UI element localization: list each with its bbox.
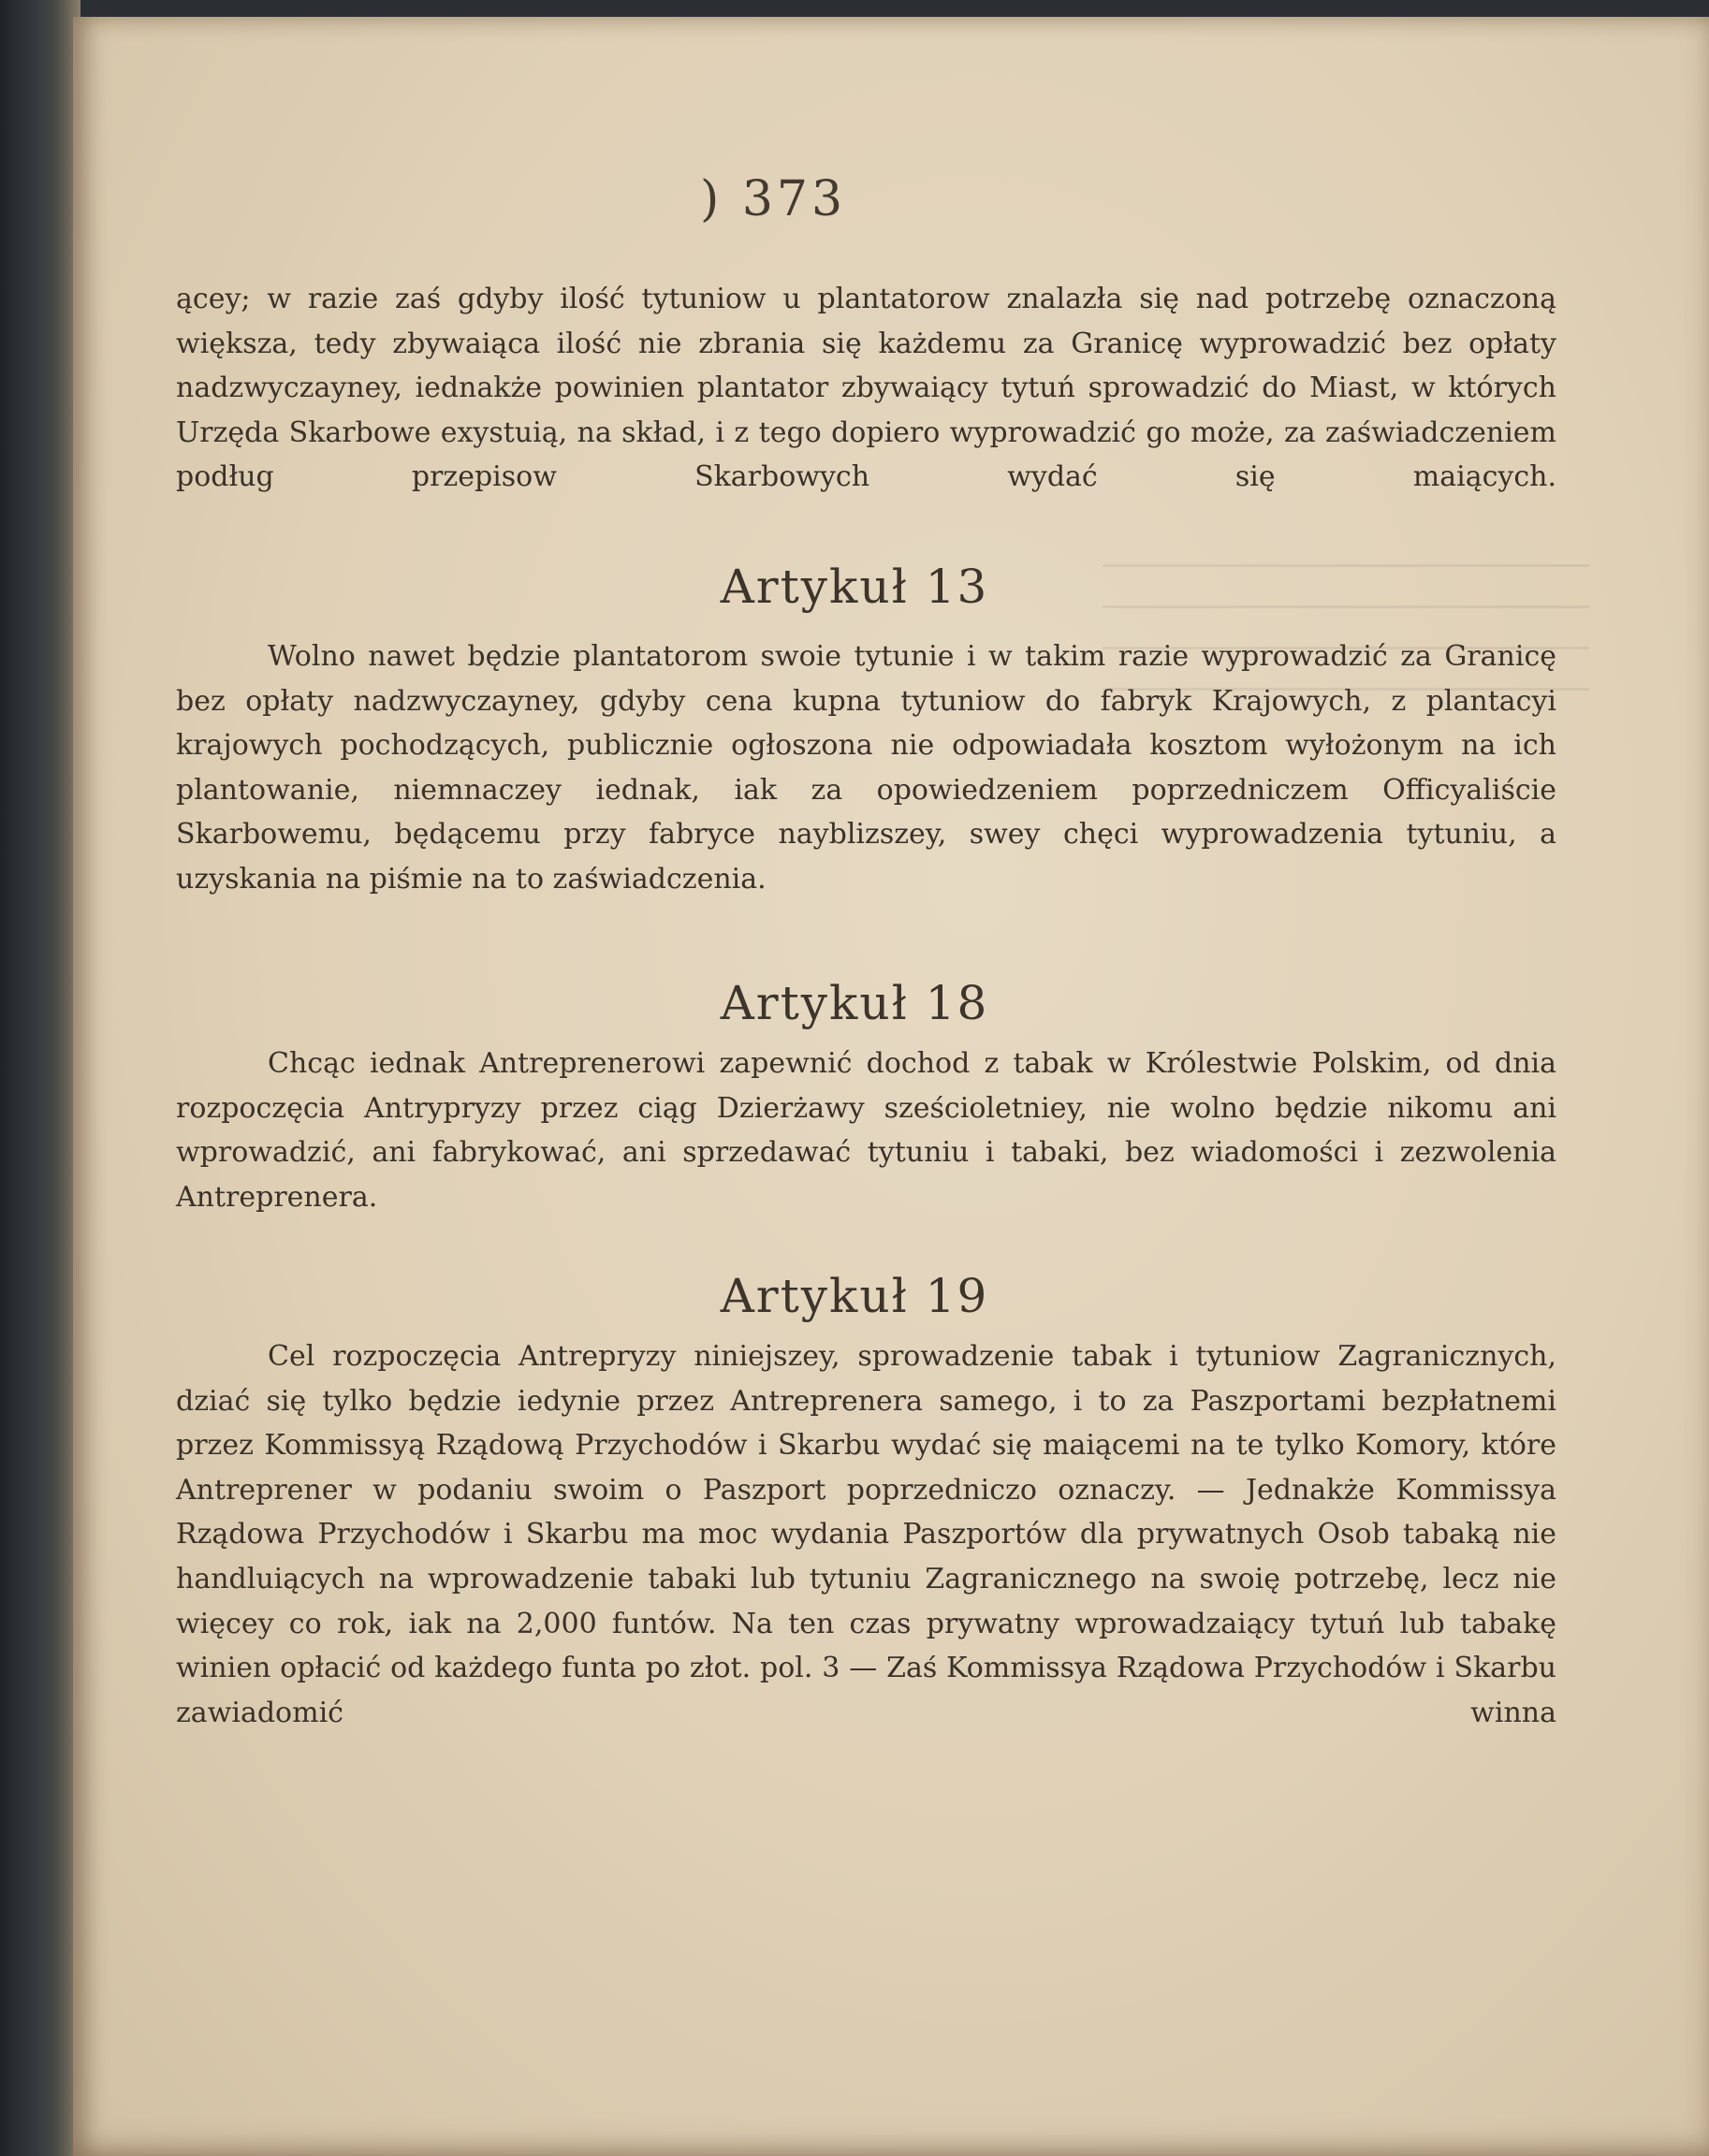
paragraph-artykul-13: Wolno nawet będzie plantatorom swoie tytunie i w takim razie wyprowadzić za Granicę bez opłaty nadzwyczayney, gdyby cena kupna tytuniow do fabryk Krajowych, z plantacyi krajowych pochodzących, publicznie ogłoszona nie odpowiadała kosztom wyłożonym na ich plantowanie, niemnaczey iednak, iak za opowiedzeniem poprzedniczem Officyaliście Skarbowemu, będącemu przy fabryce nayblizszey, swey chęci wyprowadzenia tytuniu, a uzyskania na piśmie na to zaświadczenia. (176, 640, 1556, 896)
paragraph-artykul-19: Cel rozpoczęcia Antrepryzy niniejszey, sprowadzenie tabak i tytuniow Zagranicznych, dziać się tylko będzie iedynie przez Antreprenera samego, i to za Paszportami bezpłatnemi przez Kommissyą Rządową Przychodów i Skarbu wydać się maiącemi na te tylko Komory, które Antreprener w podaniu swoim o Paszport poprzedniczo oznaczy. — Jednakże Kommissya Rządowa Przychodów i Skarbu ma moc wydania Paszportów dla prywatnych Osob tabaką nie handluiących na wprowadzenie tabaki lub tytuniu Zagranicznego na swoię potrzebę, lecz nie więcey co rok, iak na 2,000 funtów. Na ten czas prywatny wprowadzaiący tytuń lub tabakę winien opłacić od każdego funta po złot. pol. 3 — Zaś Kommissya Rządowa Przychodów i Skarbu zawiadomić winna (176, 1340, 1556, 1729)
document-page (73, 17, 1709, 2156)
page-number: ) 373 (700, 171, 847, 227)
paragraph-artykul-18: Chcąc iednak Antreprenerowi zapewnić dochod z tabak w Królestwie Polskim, od dnia rozpoczęcia Antrypryzy przez ciąg Dzierżawy sześcioletniey, nie wolno będzie nikomu ani wprowadzić, ani fabrykować, ani sprzedawać tytuniu i tabaki, bez wiadomości i zezwolenia Antreprenera. (176, 1047, 1556, 1214)
heading-artykul-13: Artykuł 13 (720, 560, 989, 614)
heading-artykul-19: Artykuł 19 (720, 1269, 989, 1323)
paragraph-continuation: ącey; w razie zaś gdyby ilość tytuniow u plantatorow znalazła się nad potrzebę oznaczoną większa, tedy zbywaiąca ilość nie zbrania się każdemu za Granicę wyprowadzić bez opłaty nadzwyczayney, iednakże powinien plantator zbywaiący tytuń sprowadzić do Miast, w których Urzęda Skarbowe exystuią, na skład, i z tego dopiero wyprowadzić go może, za zaświadczeniem podług przepisow Skarbowych wydać się maiących. (176, 283, 1556, 494)
scan-background-edge (0, 0, 80, 2156)
heading-artykul-18: Artykuł 18 (720, 976, 989, 1030)
